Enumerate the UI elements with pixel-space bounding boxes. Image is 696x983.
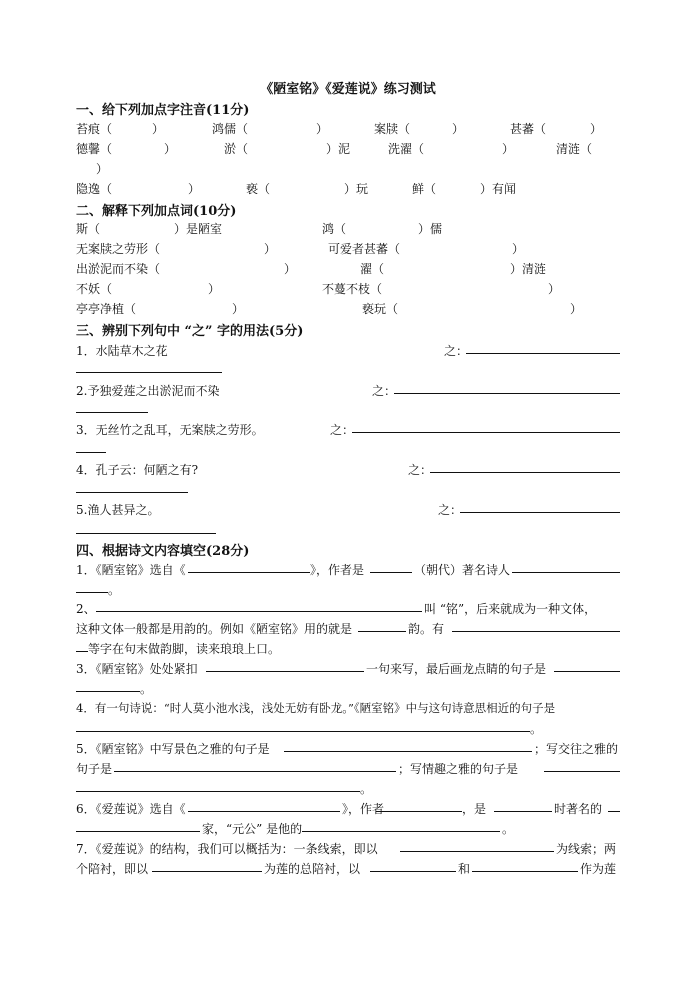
s2-item-label: 亵玩（ — [362, 302, 399, 316]
s4-text: 和 — [458, 862, 471, 876]
s4-text: 叫 “铭”，后来就成为一种文体， — [424, 602, 597, 616]
s1-item-close: ） — [188, 182, 201, 196]
s4-text: 。 — [502, 822, 515, 836]
s3-question-text: 4．孔子云：何陋之有? — [76, 463, 199, 477]
s2-item-label: 无案牍之劳形（ — [76, 242, 161, 256]
answer-blank[interactable] — [76, 691, 140, 692]
s4-text: 等字在句末做韵脚，读来琅琅上口。 — [88, 642, 281, 656]
s4-text: 时著名的 — [554, 802, 603, 816]
s1-item-close: ） — [164, 142, 177, 156]
s1-item-close: ） — [452, 122, 465, 136]
answer-blank[interactable] — [472, 871, 578, 872]
s3-question-text: 1．水陆草木之花 — [76, 344, 168, 358]
s4-text: 作为莲 — [580, 862, 617, 876]
s1-item-label: 隐逸（ — [76, 182, 113, 196]
answer-blank[interactable] — [512, 572, 620, 573]
answer-blank[interactable] — [188, 572, 310, 573]
answer-blank[interactable] — [96, 611, 422, 612]
page-title: 《陋室铭》《爱莲说》练习测试 — [260, 82, 436, 97]
s1-item-close: ）玩 — [344, 182, 369, 196]
answer-blank[interactable] — [544, 771, 620, 772]
s2-item-close: ） — [208, 282, 221, 296]
s3-zhi-label: 之： — [372, 384, 397, 398]
s4-text: 。 — [530, 722, 543, 736]
s4-text: 家，“元公” 是他的 — [202, 822, 303, 836]
s2-item-label: 不妖（ — [76, 282, 113, 296]
s4-text: 4．有一句诗说：“时人莫小池水浅，浅处无妨有卧龙。”《陋室铭》中与这句诗意思相近的句子是 — [76, 701, 556, 715]
answer-blank[interactable] — [494, 811, 552, 812]
s1-item-close: ）有闻 — [480, 182, 517, 196]
s1-item-label: 德馨（ — [76, 142, 113, 156]
s4-text: 》，作者 — [342, 802, 385, 816]
answer-blank[interactable] — [400, 851, 554, 852]
s2-item-label: 可爱者甚蕃（ — [328, 242, 401, 256]
answer-blank[interactable] — [394, 393, 620, 394]
s4-text: 3．《陋室铭》处处紧扣 — [76, 662, 198, 676]
s4-text: 2、 — [76, 602, 96, 616]
s3-question-text: 5.渔人甚异之。 — [76, 503, 160, 517]
s3-zhi-label: 之： — [408, 463, 433, 477]
answer-blank[interactable] — [76, 651, 88, 652]
answer-blank[interactable] — [370, 871, 456, 872]
answer-blank[interactable] — [370, 572, 412, 573]
answer-blank[interactable] — [302, 831, 500, 832]
s1-item-close: ） — [96, 162, 109, 176]
s4-text: 为莲的总陪衬，以 — [264, 862, 361, 876]
s2-item-label: 不蔓不枝（ — [322, 282, 383, 296]
s4-text: 7．《爱莲说》的结构，我们可以概括为：一条线索，即以 — [76, 842, 378, 856]
answer-blank[interactable] — [76, 452, 106, 453]
s2-item-close: ） — [548, 282, 561, 296]
s2-item-label: 濯（ — [360, 262, 385, 276]
answer-blank[interactable] — [554, 671, 620, 672]
s2-item-label: 亭亭净植（ — [76, 302, 137, 316]
s3-zhi-label: 之： — [444, 344, 469, 358]
s4-text: ，是 — [462, 802, 487, 816]
s4-text: 一句来写，最后画龙点睛的句子是 — [366, 662, 547, 676]
s2-item-close: ） — [232, 302, 245, 316]
answer-blank[interactable] — [430, 472, 620, 473]
answer-blank[interactable] — [188, 811, 340, 812]
s2-item-label: 斯（ — [76, 222, 101, 236]
s2-item-close: ） — [512, 242, 525, 256]
s4-text: 这种文体一般都是用韵的。例如《陋室铭》用的就是 — [76, 622, 353, 636]
s2-item-close: ） — [264, 242, 277, 256]
s3-question-text: 3．无丝竹之乱耳，无案牍之劳形。 — [76, 423, 264, 437]
s4-text: 6．《爱莲说》选自《 — [76, 802, 186, 816]
s2-item-label: 出淤泥而不染（ — [76, 262, 161, 276]
s4-text: 韵。有 — [408, 622, 445, 636]
answer-blank[interactable] — [284, 751, 532, 752]
s1-item-close: ）泥 — [326, 142, 351, 156]
s3-question-text: 2.予独爱莲之出淤泥而不染 — [76, 384, 220, 398]
s4-text: ；写交往之雅的 — [534, 742, 619, 756]
s1-item-label: 苔痕（ — [76, 122, 113, 136]
answer-blank[interactable] — [76, 731, 530, 732]
s4-text: 5．《陋室铭》中写景色之雅的句子是 — [76, 742, 270, 756]
s4-text: 为线索；两 — [556, 842, 617, 856]
answer-blank[interactable] — [76, 831, 200, 832]
s2-item-label: 鸿（ — [322, 222, 347, 236]
s1-item-label: 甚蕃（ — [510, 122, 547, 136]
s4-text: 。 — [140, 682, 153, 696]
answer-blank[interactable] — [76, 592, 108, 593]
s4-text: ；写情趣之雅的句子是 — [398, 762, 519, 776]
answer-blank[interactable] — [76, 372, 222, 373]
answer-blank[interactable] — [114, 771, 396, 772]
s2-item-close: ）儒 — [418, 222, 443, 236]
s1-item-close: ） — [590, 122, 603, 136]
s1-item-label: 鸿儒（ — [212, 122, 249, 136]
s1-item-label: 案牍（ — [374, 122, 411, 136]
s1-item-label: 淤（ — [224, 142, 249, 156]
answer-blank[interactable] — [76, 791, 360, 792]
section-1-heading: 一、给下列加点字注音(11分) — [76, 103, 250, 118]
s4-text: 个陪衬，即以 — [76, 862, 149, 876]
s2-item-close: ）是陋室 — [174, 222, 223, 236]
answer-blank[interactable] — [376, 811, 462, 812]
s2-item-close: ） — [570, 302, 583, 316]
s2-item-close: ）清涟 — [510, 262, 547, 276]
answer-blank[interactable] — [452, 631, 620, 632]
s4-text: 。 — [108, 583, 121, 597]
answer-blank[interactable] — [352, 432, 620, 433]
s3-zhi-label: 之： — [438, 503, 463, 517]
s1-item-close: ） — [502, 142, 515, 156]
section-2-heading: 二、解释下列加点词(10分) — [76, 204, 237, 219]
s1-item-close: ） — [316, 122, 329, 136]
answer-blank[interactable] — [76, 412, 148, 413]
section-4-heading: 四、根据诗文内容填空(28分) — [76, 544, 250, 559]
answer-blank[interactable] — [358, 631, 406, 632]
s1-item-label: 洗濯（ — [388, 142, 425, 156]
answer-blank[interactable] — [76, 533, 216, 534]
s4-text: 句子是 — [76, 762, 113, 776]
s4-text: 1．《陋室铭》选自《 — [76, 563, 186, 577]
answer-blank[interactable] — [206, 671, 364, 672]
s4-text: 。 — [360, 782, 373, 796]
s1-item-label: 清涟（ — [556, 142, 593, 156]
section-3-heading: 三、辨别下列句中 “之” 字的用法(5分) — [76, 324, 304, 339]
s1-item-label: 鲜（ — [412, 182, 437, 196]
answer-blank[interactable] — [466, 353, 620, 354]
answer-blank[interactable] — [460, 512, 620, 513]
answer-blank[interactable] — [152, 871, 262, 872]
s4-text: （朝代）著名诗人 — [414, 563, 511, 577]
s1-item-close: ） — [152, 122, 165, 136]
s1-item-label: 亵（ — [246, 182, 271, 196]
s3-zhi-label: 之： — [330, 423, 355, 437]
s4-text: 》，作者是 — [310, 563, 365, 577]
s2-item-close: ） — [284, 262, 297, 276]
answer-blank[interactable] — [76, 492, 188, 493]
answer-blank[interactable] — [608, 811, 620, 812]
